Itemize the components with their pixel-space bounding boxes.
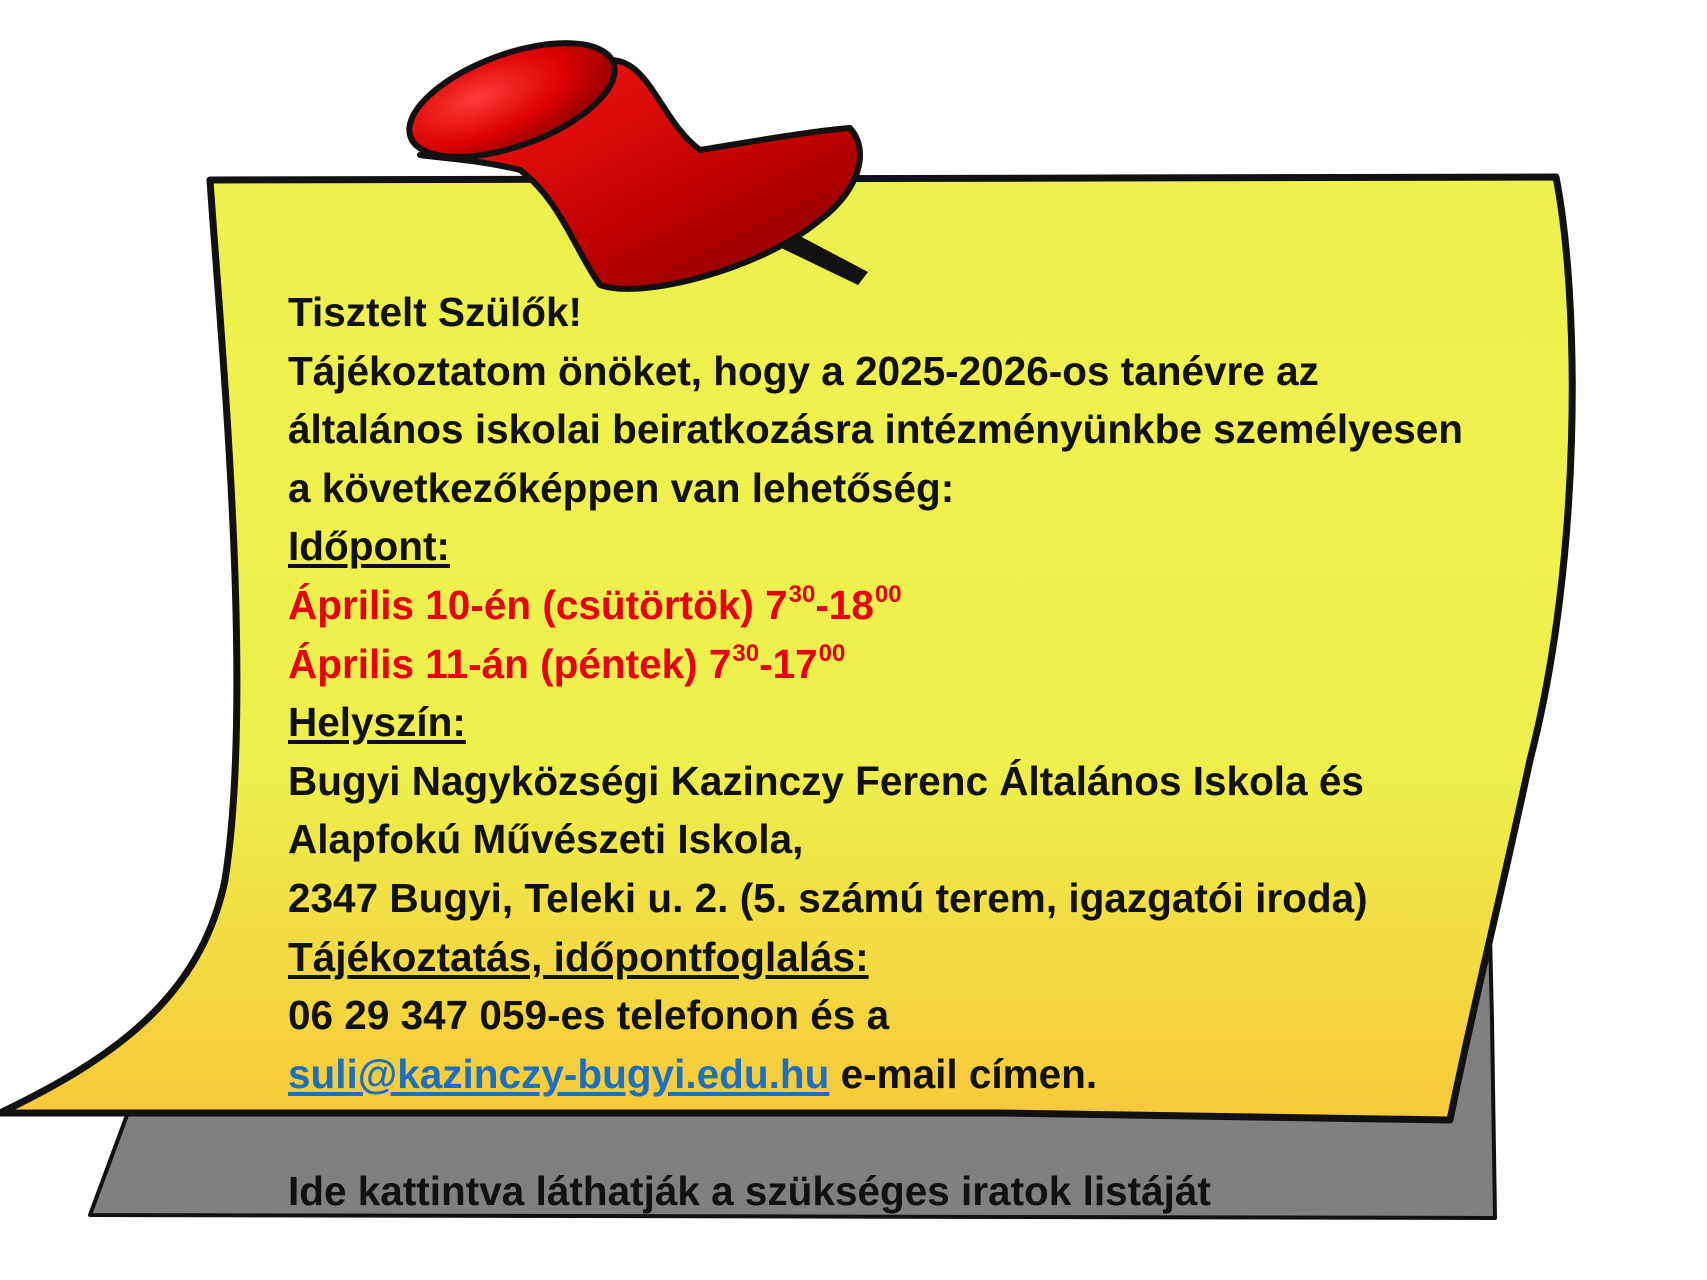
- spacer: [288, 1103, 1548, 1162]
- location-line: 2347 Bugyi, Teleki u. 2. (5. számú terem, igazgatói iroda): [288, 874, 1368, 921]
- email-suffix: e-mail címen.: [829, 1050, 1098, 1097]
- enrollment-notice: [288, 283, 1548, 1221]
- location-line: Bugyi Nagyközségi Kazinczy Ferenc Általános Iskola és: [288, 757, 1364, 804]
- date-end-minutes: 00: [874, 580, 902, 608]
- date-line-1: [288, 576, 1548, 635]
- date-day: Április 11-án (péntek) 7: [288, 640, 732, 687]
- date-start-minutes: 30: [788, 580, 816, 608]
- date-separator: -17: [759, 640, 818, 687]
- date-end-minutes: 00: [818, 639, 846, 667]
- intro-line: Tájékoztatom önöket, hogy a 2025-2026-os tanévre az: [288, 347, 1319, 394]
- intro-line: a következőképpen van lehetőség:: [288, 464, 955, 511]
- documents-list-link[interactable]: Ide kattintva láthatják a szükséges iratok listáját: [288, 1167, 1211, 1214]
- intro-line: általános iskolai beiratkozásra intézményünkbe személyesen: [288, 406, 1464, 453]
- phone-line: 06 29 347 059-es telefonon és a: [288, 992, 890, 1039]
- info-heading: Tájékoztatás, időpontfoglalás:: [288, 933, 869, 980]
- location-line: Alapfokú Művészeti Iskola,: [288, 816, 804, 863]
- location-heading: Helyszín:: [288, 699, 466, 746]
- date-line-2: [288, 635, 1548, 694]
- time-heading: Időpont:: [288, 523, 450, 570]
- date-separator: -18: [815, 581, 874, 628]
- email-link[interactable]: suli@kazinczy-bugyi.edu.hu: [288, 1050, 830, 1097]
- date-start-minutes: 30: [732, 639, 760, 667]
- email-line: [288, 1045, 1548, 1104]
- date-day: Április 10-én (csütörtök) 7: [288, 581, 788, 628]
- greeting: Tisztelt Szülők!: [288, 289, 583, 335]
